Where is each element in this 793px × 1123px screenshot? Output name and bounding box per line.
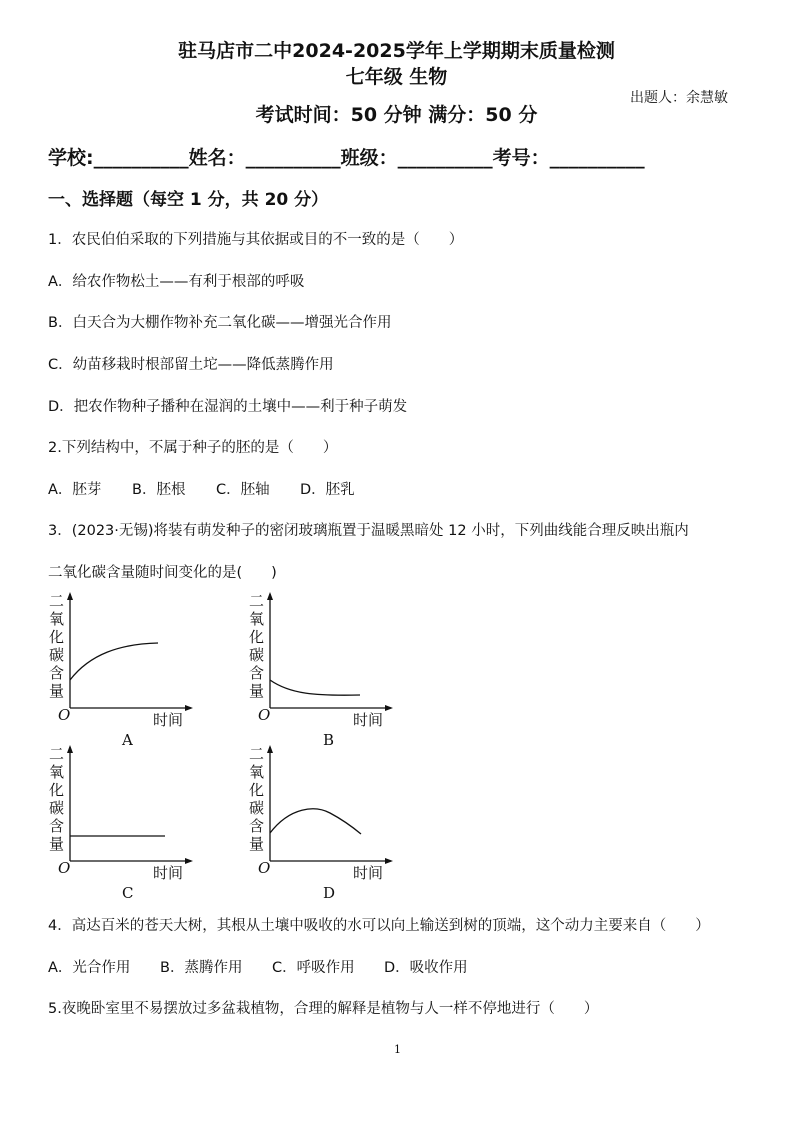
- question-4-stem: 4．高达百米的苍天大树，其根从土壤中吸收的水可以向上输送到树的顶端，这个动力主要来自（ ）: [48, 918, 710, 934]
- section-heading: 一、选择题（每空 1 分，共 20 分）: [48, 190, 329, 210]
- y-label-char: 氧: [249, 763, 265, 781]
- co2-curve: [70, 643, 158, 680]
- y-axis-arrow: [267, 745, 273, 753]
- y-label-char: 碳: [49, 646, 65, 664]
- y-label-char: 化: [49, 628, 65, 646]
- x-axis-arrow: [185, 858, 193, 864]
- y-axis-label: [249, 592, 264, 700]
- x-axis-label: 时间: [353, 711, 384, 729]
- question-4-option-d: D．吸收作用: [384, 960, 468, 976]
- y-axis-label: [49, 592, 64, 700]
- graph-panel-d: [245, 745, 405, 905]
- student-info-line: 学校:__________姓名：__________班级：__________考号：__________: [48, 147, 645, 169]
- y-label-char: 量: [249, 682, 265, 700]
- y-label-char: 二: [249, 592, 265, 610]
- y-label-char: 氧: [249, 610, 265, 628]
- y-label-char: 含: [49, 664, 65, 682]
- y-label-char: 量: [249, 835, 265, 853]
- x-axis-arrow: [185, 705, 193, 711]
- origin-label: O: [258, 706, 271, 724]
- exam-info: 考试时间：50 分钟 满分：50 分: [255, 104, 538, 126]
- question-3-stem-line2: 二氧化碳含量随时间变化的是( ): [48, 565, 277, 581]
- question-1-stem: 1．农民伯伯采取的下列措施与其依据或目的不一致的是（ ）: [48, 232, 464, 248]
- author-note: 出题人：余慧敏: [630, 90, 728, 106]
- y-label-char: 氧: [49, 763, 65, 781]
- question-2-option-a: A．胚芽: [48, 482, 102, 498]
- y-label-char: 化: [249, 781, 265, 799]
- y-label-char: 二: [249, 745, 265, 763]
- question-1-option-d: D．把农作物种子播种在湿润的土壤中——利于种子萌发: [48, 399, 408, 415]
- question-3-stem-line1: 3．(2023·无锡)将装有萌发种子的密闭玻璃瓶置于温暖黑暗处 12 小时，下列曲线能合理反映出瓶内: [48, 523, 689, 539]
- graph-panel-b: [245, 592, 405, 752]
- y-label-char: 含: [249, 817, 265, 835]
- y-label-char: 碳: [249, 799, 265, 817]
- y-label-char: 含: [249, 664, 265, 682]
- question-2-stem: 2.下列结构中，不属于种子的胚的是（ ）: [48, 440, 338, 456]
- y-label-char: 含: [49, 817, 65, 835]
- question-2-option-b: B．胚根: [132, 482, 186, 498]
- y-label-char: 化: [249, 628, 265, 646]
- y-axis-arrow: [67, 745, 73, 753]
- question-5-stem: 5.夜晚卧室里不易摆放过多盆栽植物，合理的解释是植物与人一样不停地进行（ ）: [48, 1001, 599, 1017]
- panel-label: D: [323, 884, 336, 902]
- y-label-char: 碳: [249, 646, 265, 664]
- question-1-option-b: B．白天合为大棚作物补充二氧化碳——增强光合作用: [48, 315, 392, 331]
- y-label-char: 二: [49, 592, 65, 610]
- y-axis-arrow: [267, 592, 273, 600]
- exam-title: 驻马店市二中2024-2025学年上学期期末质量检测: [178, 40, 615, 62]
- origin-label: O: [258, 859, 271, 877]
- question-1-option-c: C．幼苗移栽时根部留土坨——降低蒸腾作用: [48, 357, 334, 373]
- y-label-char: 碳: [49, 799, 65, 817]
- graph-panel-a: [45, 592, 205, 752]
- co2-curve: [270, 680, 360, 695]
- panel-label: A: [122, 731, 133, 749]
- x-axis-label: 时间: [153, 864, 184, 882]
- question-2-option-d: D．胚乳: [300, 482, 355, 498]
- y-label-char: 二: [49, 745, 65, 763]
- origin-label: O: [58, 706, 71, 724]
- x-axis-label: 时间: [153, 711, 184, 729]
- question-4-option-a: A．光合作用: [48, 960, 131, 976]
- question-1-option-a: A．给农作物松土——有利于根部的呼吸: [48, 274, 305, 290]
- question-4-option-c: C．呼吸作用: [272, 960, 355, 976]
- origin-label: O: [58, 859, 71, 877]
- y-axis-label: [249, 745, 264, 853]
- y-label-char: 量: [49, 682, 65, 700]
- y-axis-arrow: [67, 592, 73, 600]
- x-axis-arrow: [385, 705, 393, 711]
- x-axis-label: 时间: [353, 864, 384, 882]
- question-4-option-b: B．蒸腾作用: [160, 960, 243, 976]
- x-axis-arrow: [385, 858, 393, 864]
- exam-subtitle: 七年级 生物: [345, 66, 448, 88]
- y-label-char: 量: [49, 835, 65, 853]
- y-label-char: 化: [49, 781, 65, 799]
- y-axis-label: [49, 745, 64, 853]
- question-2-option-c: C．胚轴: [216, 482, 270, 498]
- panel-label: C: [122, 884, 134, 902]
- graph-panel-c: [45, 745, 205, 905]
- panel-label: B: [323, 731, 335, 749]
- page-number: 1: [394, 1043, 401, 1056]
- co2-curve: [270, 809, 361, 834]
- y-label-char: 氧: [49, 610, 65, 628]
